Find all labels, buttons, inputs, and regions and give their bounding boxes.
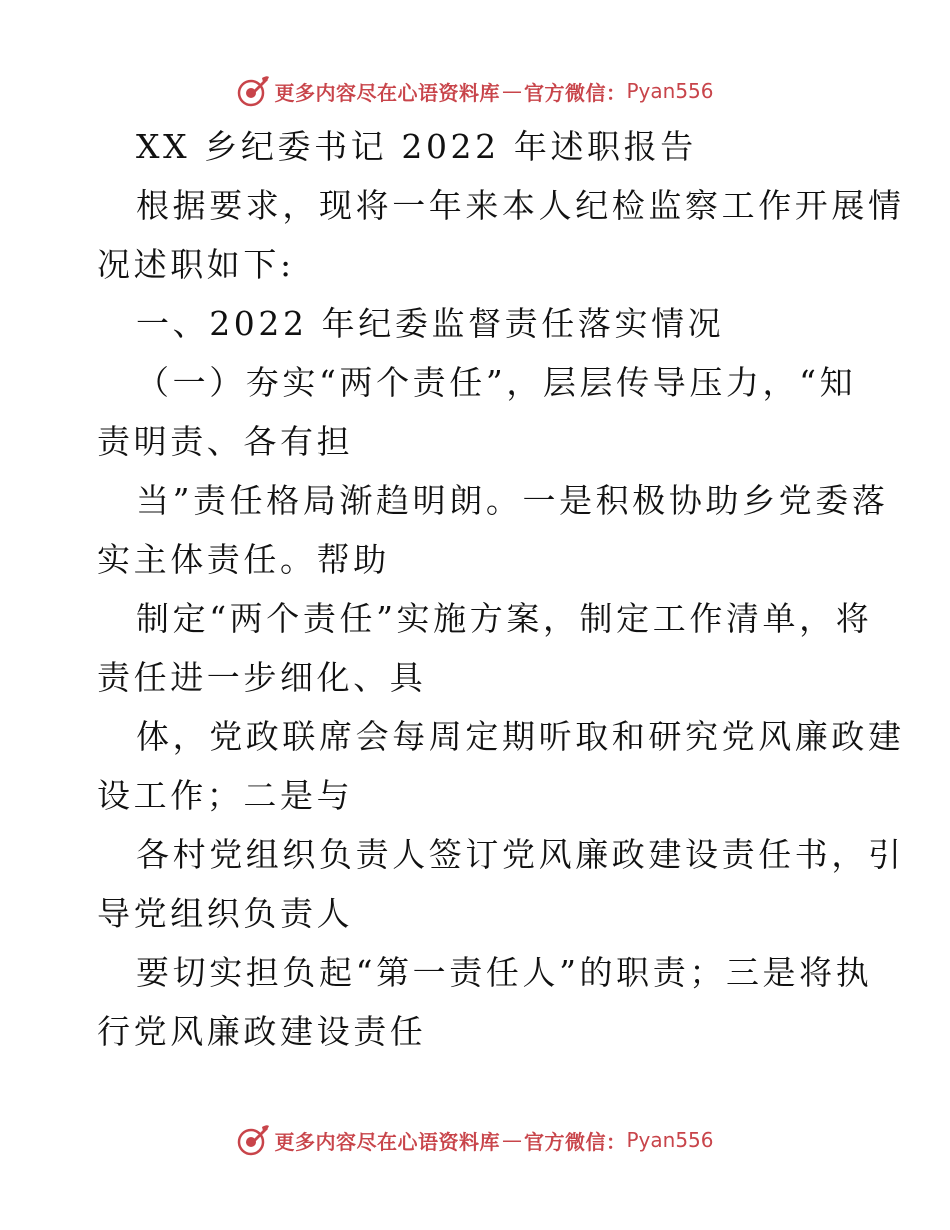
watermark-brand-text: 更多内容尽在心语资料库: [274, 80, 500, 105]
paragraph-line: 制定“两个责任”实施方案，制定工作清单，将: [136, 599, 873, 638]
document-title: XX 乡纪委书记 2022 年述职报告: [136, 127, 697, 166]
watermark-contact-label: 官方微信：: [523, 80, 627, 105]
watermark-contact-label: 官方微信：: [523, 1129, 627, 1154]
watermark-dash: —: [501, 79, 522, 103]
paragraph-line: 当”责任格局渐趋明朗。一是积极协助乡党委落: [136, 481, 889, 520]
quill-logo-icon: [236, 74, 270, 108]
paragraph-line: 实主体责任。帮助: [97, 540, 390, 579]
paragraph-line: 况述职如下:: [97, 245, 295, 284]
header-watermark: [0, 71, 950, 111]
paragraph-line: 要切实担负起“第一责任人”的职责；三是将执: [136, 953, 873, 992]
paragraph-line: 责任进一步细化、具: [97, 658, 427, 697]
paragraph-line: 根据要求，现将一年来本人纪检监察工作开展情: [136, 186, 905, 225]
paragraph-line: 责明责、各有担: [97, 422, 354, 461]
watermark-contact-id: Pyan556: [626, 79, 714, 103]
footer-watermark: [0, 1120, 950, 1160]
subsection-heading: （一）夯实“两个责任”，层层传导压力，“知: [136, 363, 857, 402]
paragraph-line: 导党组织负责人: [97, 894, 354, 933]
watermark-contact-id: Pyan556: [626, 1128, 714, 1152]
paragraph-line: 设工作；二是与: [97, 776, 354, 815]
watermark-brand-text: 更多内容尽在心语资料库: [274, 1129, 500, 1154]
paragraph-line: 体，党政联席会每周定期听取和研究党风廉政建: [136, 717, 905, 756]
paragraph-line: 各村党组织负责人签订党风廉政建设责任书，引: [136, 835, 905, 874]
section-heading: 一、2022 年纪委监督责任落实情况: [136, 304, 725, 343]
quill-logo-icon: [236, 1123, 270, 1157]
watermark-dash: —: [501, 1128, 522, 1152]
paragraph-line: 行党风廉政建设责任: [97, 1012, 427, 1051]
